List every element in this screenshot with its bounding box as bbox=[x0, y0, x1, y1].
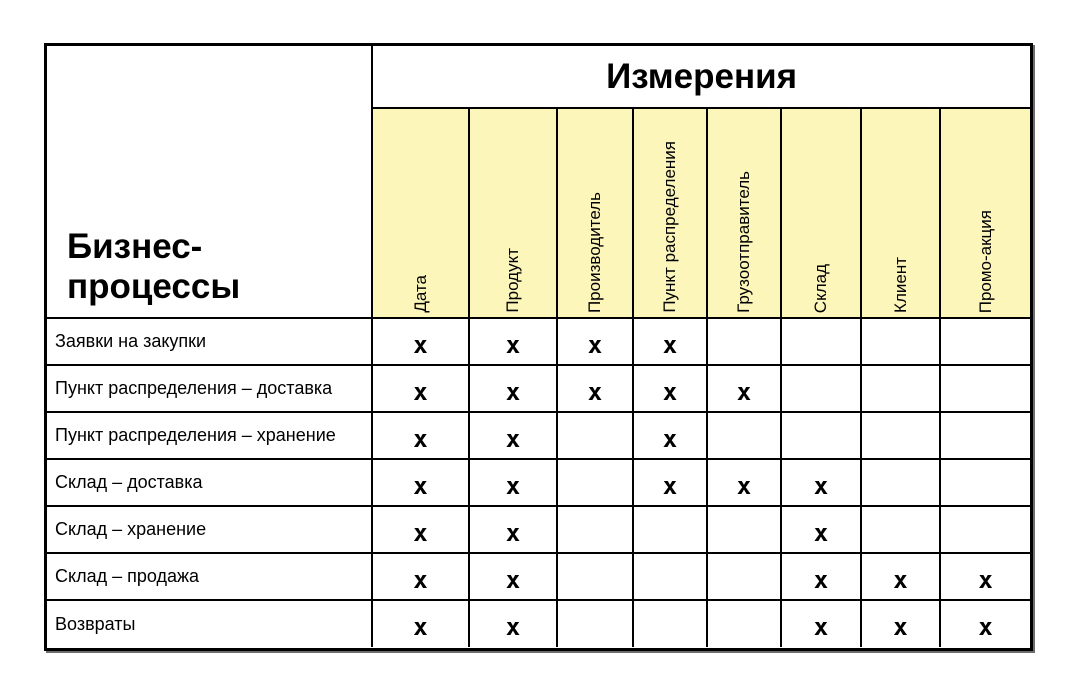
matrix-cell bbox=[940, 412, 1030, 459]
matrix-cell: x bbox=[372, 365, 469, 412]
matrix-cell: x bbox=[633, 318, 707, 365]
corner-cell bbox=[47, 46, 372, 318]
matrix-cell bbox=[861, 365, 940, 412]
dimension-header bbox=[372, 108, 469, 318]
matrix-cell bbox=[861, 412, 940, 459]
matrix-cell: x bbox=[372, 459, 469, 506]
dimensions-title: Измерения bbox=[372, 46, 1030, 108]
matrix-cell: x bbox=[469, 318, 557, 365]
dimension-header bbox=[707, 108, 781, 318]
matrix-cell: x bbox=[469, 459, 557, 506]
process-label: Склад – продажа bbox=[47, 553, 372, 600]
matrix-cell: x bbox=[372, 318, 469, 365]
matrix-cell bbox=[940, 318, 1030, 365]
matrix-cell: x bbox=[372, 553, 469, 600]
matrix-cell bbox=[557, 459, 633, 506]
process-row bbox=[47, 459, 1030, 506]
matrix-cell bbox=[707, 412, 781, 459]
dimension-label: Дата bbox=[410, 275, 430, 313]
process-row bbox=[47, 553, 1030, 600]
matrix-cell bbox=[633, 600, 707, 647]
bus-matrix-table bbox=[47, 46, 1030, 647]
matrix-cell: x bbox=[557, 365, 633, 412]
process-row bbox=[47, 600, 1030, 647]
process-label: Возвраты bbox=[47, 600, 372, 647]
matrix-cell: x bbox=[707, 459, 781, 506]
matrix-cell: x bbox=[469, 600, 557, 647]
process-row bbox=[47, 318, 1030, 365]
matrix-cell bbox=[707, 553, 781, 600]
process-label: Пункт распределения – хранение bbox=[47, 412, 372, 459]
dimension-header bbox=[940, 108, 1030, 318]
matrix-cell bbox=[707, 600, 781, 647]
matrix-cell: x bbox=[469, 365, 557, 412]
dimension-label: Склад bbox=[811, 263, 830, 313]
matrix-cell bbox=[707, 318, 781, 365]
matrix-cell: x bbox=[781, 506, 861, 553]
process-row bbox=[47, 412, 1030, 459]
business-processes-heading: Бизнес- процессы bbox=[67, 227, 241, 306]
matrix-cell: x bbox=[469, 506, 557, 553]
matrix-cell bbox=[707, 506, 781, 553]
matrix-cell: x bbox=[372, 412, 469, 459]
dimension-label: Грузоотправитель bbox=[734, 171, 753, 313]
matrix-cell: x bbox=[707, 365, 781, 412]
dimension-header bbox=[469, 108, 557, 318]
process-label: Склад – хранение bbox=[47, 506, 372, 553]
matrix-cell: x bbox=[861, 600, 940, 647]
process-label: Заявки на закупки bbox=[47, 318, 372, 365]
matrix-cell bbox=[861, 459, 940, 506]
matrix-cell bbox=[557, 412, 633, 459]
dimension-label: Клиент bbox=[890, 257, 910, 313]
matrix-cell: x bbox=[469, 553, 557, 600]
matrix-cell: x bbox=[940, 553, 1030, 600]
matrix-cell bbox=[781, 318, 861, 365]
matrix-cell: x bbox=[781, 553, 861, 600]
dimension-label: Продукт bbox=[503, 248, 522, 313]
matrix-cell: x bbox=[372, 600, 469, 647]
dimension-label: Пункт распределения bbox=[660, 141, 679, 313]
dimension-label: Производитель bbox=[585, 191, 604, 313]
dimension-header bbox=[557, 108, 633, 318]
dimension-label: Промо-акция bbox=[975, 209, 995, 313]
matrix-cell: x bbox=[781, 459, 861, 506]
dimension-header bbox=[781, 108, 861, 318]
matrix-cell: x bbox=[633, 365, 707, 412]
matrix-cell: x bbox=[861, 553, 940, 600]
matrix-cell bbox=[861, 318, 940, 365]
matrix-cell: x bbox=[372, 506, 469, 553]
matrix-cell bbox=[940, 459, 1030, 506]
matrix-cell bbox=[557, 506, 633, 553]
matrix-cell bbox=[940, 365, 1030, 412]
matrix-cell bbox=[781, 412, 861, 459]
matrix-cell bbox=[633, 553, 707, 600]
matrix-cell bbox=[557, 553, 633, 600]
matrix-cell bbox=[633, 506, 707, 553]
matrix-cell bbox=[557, 600, 633, 647]
matrix-cell: x bbox=[633, 412, 707, 459]
matrix-cell: x bbox=[781, 600, 861, 647]
process-row bbox=[47, 506, 1030, 553]
matrix-cell: x bbox=[633, 459, 707, 506]
matrix-cell bbox=[781, 365, 861, 412]
matrix-cell: x bbox=[469, 412, 557, 459]
matrix-cell bbox=[861, 506, 940, 553]
process-label: Склад – доставка bbox=[47, 459, 372, 506]
dimension-header bbox=[633, 108, 707, 318]
dimension-header bbox=[861, 108, 940, 318]
process-row bbox=[47, 365, 1030, 412]
process-label: Пункт распределения – доставка bbox=[47, 365, 372, 412]
matrix-cell: x bbox=[557, 318, 633, 365]
matrix-cell bbox=[940, 506, 1030, 553]
matrix-cell: x bbox=[940, 600, 1030, 647]
